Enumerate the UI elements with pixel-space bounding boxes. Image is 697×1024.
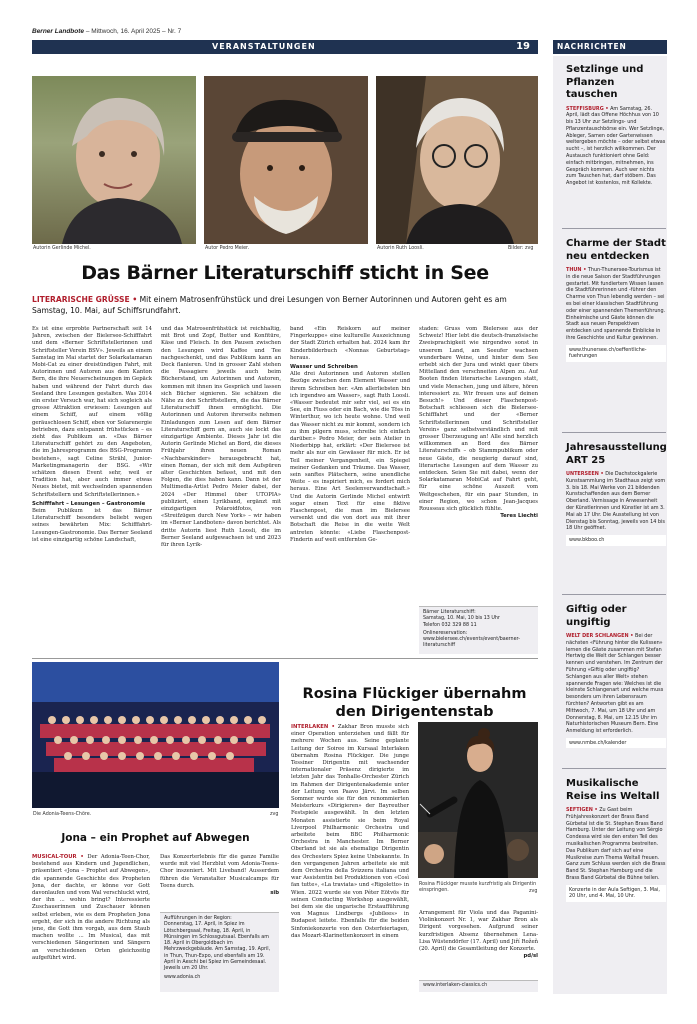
column-2-text: und das Matrosenfrühstück ist reichhaltig, mit Brot und Zopf, Butter und Konfitüre, Käse und Fleisch. In den Pausen zwischen den Lesungen wird Kaffee und Tee nachgeschenkt, und das Publikum kann an Deck flanieren. Und in grosser Zahl stehen die Passagiere jeweils auch beim Bücherstand, um Autorinnen und Autoren, kommen mit ihnen ins Gespräch und lassen sich Bücher signieren. Sie schätzen die Nähe zu den Schriftstellern, die das Bärner Literaturschiff ihnen ermöglicht. Die Autorinnen und Autoren ihrerseits nehmen Einladungen zum Lesen auf dem Bärner Literaturschiff gern an, auch sie lockt das einzigartige Ambiente. Dieses Jahr ist die Autorin Gerlinde Michel an Bord, die dieses Frühjahr ihren neuen Roman «Nachbarskinder» herausgebracht hat, einen Roman, der sich mit dem Aufspüren alter Geschichten befasst, und mit den Folgen, die dies haben kann. Dann ist der Multimedia-Artist Pedro Meier dabei, der 2024 «Der Himmel über UTOPIA» publiziert, einen Lyrikband, ergänzt mit einzigartigen Polaroidfotos, von «Streifzügen durch New York» – wir haben im «Berner Landboten» davon berichtet. Als dritte Autorin liest Ruth Loosli, die im Berner Seeland aufgewachsen ist und 2023 für ihren Lyrik- xyxy=(161,326,281,549)
rosina-caption: Rosina Flückiger musste kurzfristig als Dirigentin einspringen. xyxy=(419,882,537,893)
issue-date: – Mittwoch, 16. April 2025 – Nr. 7 xyxy=(84,28,182,35)
news-text-4: Bei der nächsten «Führung hinter die Kulissen» lernen die Gäste zusammen mit Stefan Hertwig die Welt der Schlangen besser kennen und verstehen. Im Zentrum der Führung «Giftig oder ungiftig? Schlangen aus aller Welt» stehen spannende Fragen wie: Welches ist die kleinste Schlangenart und welche muss besonders um ihren Lebensraum fürchten? Antworten gibt es am Mittwoch, 7. Mai, um 18 Uhr und am Donnerstag, 8. Mai, um 12.15 Uhr im Naturhistorischen Museum Bern. Eine Anmeldung ist erforderlich. xyxy=(566,633,664,735)
lead-text: Mit einem Matrosenfrühstück und drei Lesungen von Berner Autorinnen und Autoren geht es am Samstag, 10. Mai, auf Schiffsrundfahrt. xyxy=(32,295,507,315)
jona-kicker: MUSICAL-TOUR • xyxy=(32,854,84,860)
section-bar xyxy=(32,40,538,54)
rosina-credit: zvg xyxy=(529,889,538,894)
choir-caption: Die Adonia-Teens-Chöre. xyxy=(33,812,92,817)
main-headline: Das Bärner Literaturschiff sticht in See xyxy=(81,262,489,284)
news-item-setzlinge xyxy=(566,64,666,187)
info-phone: Telefon 032 329 88 11 xyxy=(423,622,477,628)
news-body-5 xyxy=(566,807,666,882)
news-body-2 xyxy=(566,267,666,342)
article-column-2 xyxy=(161,326,281,549)
sidebar-divider xyxy=(562,768,666,769)
jona-headline: Jona – ein Prophet auf Abwegen xyxy=(61,832,250,844)
photo-caption-2: Autor Pedro Meier. xyxy=(205,246,250,251)
jona-text-1: Der Adonia-Teen-Chor, bestehend aus Kindern und Jugendlichen, präsentiert «Jona – Prophet auf Abwegen», die spannende Geschichte des Propheten Jona, der dachte, er könne vor Gott davonlaufen und vom Wal verschluckt wird, der ihn ... wohin bringt? Interessierte Zuschauerinnen und Zuschauer können selbst erleben, wie es dem Propheten Jona ergeht, der sich in die andere Richtung als jene, die Gott ihm vorgab, aus dem Staub machen wollte ... Im Musical, das mit verschiedenen Sängerinnen und Sängern an verschiedenen Orten gleichzeitig aufgeführt wird. xyxy=(32,854,150,961)
choir-credit: zvg xyxy=(270,812,279,817)
column-3-text-b: Alle drei Autorinnen und Autoren stellen Bezüge zwischen dem Element Wasser und ihrem Schreiben her. «Am allerliebsten bin ich irgendwo am Wasser», sagt Ruth Loosli. «Wasser bedeutet mir sehr viel, sei es ein See, ein Fluss oder ein Bach, wie die Töss in Winterthur, wo ich heute wohne. Und weil das Wasser nicht zu mir kommt, sondern ich zu ihm pilgern muss, schreibe ich einfach darüber.» Pedro Meier, der sein Atelier in Niederbipp hat, erklärt: «Der Bielersee ist mehr als nur ein Gewässer für mich. Er ist Teil meiner Vergangenheit, ein Spiegel meiner Gedanken und Träume. Das Wasser, sein sanftes Plätschern, seine unendliche Weite – es inspiriert mich, es fordert mich heraus. Eine Art Seelenverwandtschaft.» Und die Autorin Gerlinde Michel entwirft sogar einen Text für eine fiktive Flaschenpost, die man im Bielersee versenkt und die von dort aus mit ihrer Botschaft die Reise in die weite Welt antreten könnte: «Liebe Flaschenpost-Finderin auf weit entfernten Ge- xyxy=(290,371,410,543)
jona-info-title: Aufführungen in der Region: xyxy=(164,916,232,921)
rosina-byline: pd/sl xyxy=(523,953,538,960)
lead-kicker: LITERARISCHE GRÜSSE • xyxy=(32,295,138,304)
info-date: Samstag, 10. Mai, 10 bis 13 Uhr xyxy=(423,616,500,622)
column-1-text-b: Beim Publikum ist das Bärner Literaturschiff besonders beliebt wegen seines bewährten Mix: Schifffahrt-Lesungen-Gastronomie. Das Berner Seeland ist eine einzigartig schöne Landschaft, xyxy=(32,508,152,543)
news-text-5: Zu Gast beim Frühjahreskonzert der Brass Band Gürbetal ist die St. Stephan Brass Band Hamburg. Unter der Leitung von Sérgio Condessa wird sie den ersten Teil des musikalischen Programms bestreiten. Das Publikum darf sich auf eine Musikreise zum Thema Weltall freuen. Ganz zum Schluss werden sich die Brass Band St. Stephan Hamburg und die Brass Band Gürbetal die Bühne teilen. xyxy=(566,807,666,881)
news-link-3[interactable]: www.bkboo.ch xyxy=(566,535,666,546)
info-title: Bärner Literaturschiff: xyxy=(423,610,476,615)
subheading-1: Schifffahrt – Lesungen – Gastronomie xyxy=(32,500,146,507)
rosina-headline xyxy=(291,685,538,721)
rosina-column-1 xyxy=(291,724,409,940)
article-column-1 xyxy=(32,326,152,544)
photo-ruth-loosli xyxy=(376,76,538,244)
photo-caption-3: Autorin Ruth Loosli. xyxy=(377,246,424,251)
article-column-4 xyxy=(419,326,538,520)
news-item-schlangen xyxy=(566,604,666,748)
news-item-weltall xyxy=(566,778,666,902)
section-name: VERANSTALTUNGEN xyxy=(212,42,316,51)
rosina-headline-line2: den Dirigentenstab xyxy=(335,704,494,720)
news-body-3 xyxy=(566,471,666,532)
adonia-link[interactable]: www.adonia.ch xyxy=(164,974,201,980)
portrait-man xyxy=(204,76,368,244)
news-link-4[interactable]: www.nmbe.ch/kalender xyxy=(566,738,666,749)
info-box-jona xyxy=(160,912,279,992)
news-text-2: Thun-Thunersee-Tourismus ist in die neue Saison der Stadtführungen gestartet. Mit fundiertem Wissen lassen die Stadtführerinnen und -führer den Charme von Thun lebendig werden – sei es bei einer klassischen Stadtführung oder einer spannenden Themenführung. Einheimische und Gäste können die Stadt aus neuen Perspektiven entdecken und spannende Einblicke in ihre Geschichte und Kultur gewinnen. xyxy=(566,267,666,341)
reservation-link[interactable]: Onlinereservation: www.bielersee.ch/events/event/baerner-literaturschiff xyxy=(423,630,520,649)
jona-byline: sib xyxy=(270,890,279,897)
news-kicker-4: WELT DER SCHLANGEN • xyxy=(566,633,634,639)
info-box-literaturschiff xyxy=(419,606,538,654)
rosina-headline-line1: Rosina Flückiger übernahm xyxy=(302,686,527,702)
photo-pedro-meier xyxy=(204,76,368,244)
photo-gerlinde-michel xyxy=(32,76,196,244)
lead-paragraph xyxy=(32,294,537,316)
sidebar-header: NACHRICHTEN xyxy=(553,40,667,54)
rosina-kicker: INTERLAKEN • xyxy=(291,724,335,730)
news-kicker-2: THUN • xyxy=(566,267,587,273)
news-kicker-5: SEFTIGEN • xyxy=(566,807,598,813)
article-column-3 xyxy=(290,326,410,544)
subheading-2: Wasser und Schreiben xyxy=(290,364,358,371)
news-link-5: Konzerte in der Aula Seftigen, 3. Mai, 20 Uhr, und 4. Mai, 10 Uhr. xyxy=(566,885,666,902)
jona-column-2 xyxy=(160,854,279,897)
jona-info-text: Donnerstag, 17. April, in Spiez im Lötschbergsaal, Freitag, 18. April, in Münsingen im Schlossgutsaal. Ebenfalls am 18. April in Obergoldbach im Mehrzweckgebäude. Am Samstag, 19. April, in Thun, Thun-Expo, und ebenfalls am 19. April in Aeschi bei Spiez im Gemeindesaal. Jeweils um 20 Uhr. xyxy=(164,922,271,972)
conductor-image xyxy=(418,722,538,878)
news-body-4 xyxy=(566,633,666,735)
rosina-text-2: Arrangement für Viola und das Paganini-Violinkonzert Nr. 1, war Zakhar Bron als Dirigent vorgesehen. Aufgrund seiner kurzfristigen Absenz übernehmen Lena-Lisa Wüstendörfer (17. April) und Jiří Rožeň (20. April) die Gesamtleitung der Konzerte. xyxy=(419,910,538,953)
choir-image xyxy=(32,662,279,808)
news-text-3: Die Dachstockgalerie Kunstsammlung im Stadthaus zeigt vom 3. bis 18. Mai Werke von 21 bildenden Kunstschaffenden aus dem Berner Oberland. Vernissage in Anwesenheit der Künstlerinnen und Künstler ist am 3. Mai ab 17 Uhr. Die Ausstellung ist von Dienstag bis Sonntag, jeweils von 14 bis 18 Uhr geöffnet. xyxy=(566,471,666,532)
news-title-4: Giftig oder ungiftig xyxy=(566,604,627,628)
photo-caption-1: Autorin Gerlinde Michel. xyxy=(33,246,91,251)
info-box-rosina xyxy=(419,980,538,992)
column-1-text: Es ist eine erprobte Partnerschaft seit 14 Jahren, zwischen der Bielersee-Schifffahrt und dem «Berner Schriftstellerinnen und Schriftsteller Verein BSV». Jeweils an einem Samstag im Mai startet der Solarkatamaran Mobi-Cat zu einer dreistündigen Fahrt, mit Autorinnen und Autoren aus dem Kanton Bern, die ihre Neuerscheinungen im Gepäck haben und während der Fahrt durch das Seeland ihre Lesungen gestalten. Was 2014 ein erster Versuch war, hat sich sogleich als grosse Attraktion erwiesen: Lesungen auf einem Schiff, auf einem völlig geräuschlosen Schiff, eben vor Solarenergie betrieben, dazu entspannt frühstücken – es zieht das Publikum an. «Das Bärner Literaturschiff gehört zu den Angeboten, die im Jahresprogramm des BSG-Programm bestehen», sagt Celine Strähl, Junior-Marketingmanagerin der BSG. «Wir schätzen diesen Event sehr, weil er Tradition hat, aber auch immer etwas Neues bietet, mit wechselnden spannenden Schriftstellern und Schriftstellerinnen.» xyxy=(32,326,152,498)
news-kicker-3: UNTERSEEN • xyxy=(566,471,604,477)
news-title-3: Jahresausstellung ART 25 xyxy=(566,442,667,466)
sidebar-divider xyxy=(562,432,666,433)
news-text-1: Am Samstag, 26. April, lädt das Offene Höchhus von 10 bis 13 Uhr zur Setzlings- und Pflanzentauschbörse ein. Wer Setzlinge, Ableger, Samen oder Gartenwissen weitergeben möchte – oder selbst etwas sucht –, ist herzlich willkommen. Der Austausch funktioniert ohne Geld: einfach mitbringen, mitnehmen, ins Gespräch kommen. Auch wer nichts zum Tauschen hat, darf stöbern. Das Angebot ist kostenlos, mit Kollekte. xyxy=(566,105,666,187)
interlaken-classics-link[interactable]: www.interlaken-classics.ch xyxy=(423,983,488,988)
portrait-woman-2 xyxy=(376,76,538,244)
news-body-1 xyxy=(566,106,666,188)
portrait-woman-1 xyxy=(32,76,196,244)
photo-rosina-flueckiger xyxy=(418,722,538,878)
masthead xyxy=(32,28,181,35)
news-title-2: Charme der Stadt neu entdecken xyxy=(566,238,666,262)
news-link-2[interactable]: www.thunersee.ch/oeffentliche-fuehrungen xyxy=(566,345,666,362)
news-item-art25 xyxy=(566,442,666,546)
sidebar-divider xyxy=(562,594,666,595)
rosina-column-2 xyxy=(419,910,538,960)
photo-adonia-choir xyxy=(32,662,279,808)
column-4-text: staden: Gruss vom Bielersee aus der Schweiz! Hier lebt die deutsch-französische Zweisprachigkeit wie nirgendwo sonst in unserem Land, am Seeufer wachsen wunderbare Weine, und hinter dem See erhebt sich der Jura und winkt quer übers Mittelland den verschneiten Alpen zu. Auf Booten finden literarische Lesungen statt, und viele Menschen, jung und ältere, hören interessiert zu. Wir freuen uns auf deinen Besuch!» Und dieser Flaschenpost-Botschaft schliessen sich die Bielersee-Schifffahrt und der «Berner Schriftstellerinnen und Schriftsteller Verein» ganz selbstverständlich und mit grosser Überzeugung an! Alle sind herzlich willkommen an Bord des Bärner Literaturschiffs – ob Stammpublikum oder neue Gäste, die neugierig darauf sind, literarische Lesungen auf dem Wasser zu entdecken. Seien Sie mit dabei, wenn der Solarkatamaran MobiCat auf Fahrt geht, für eine schöne Auszeit vom Weltgeschehen, für ein paar Stunden, in einer Region, wo schon Jean-Jacques Rousseau sich glücklich fühlte. xyxy=(419,326,538,513)
news-title-1: Setzlinge und Pflanzen tauschen xyxy=(566,64,644,100)
jona-text-2: Das Konzerterlebnis für die ganze Familie wurde mit viel Herzblut vom Adonia-Teens-Chor inszeniert. Mit Liveband! Ausserdem führen die Veranstalter Musicalcamps für Teens durch. xyxy=(160,854,279,889)
rosina-text-1: Zakhar Bron musste sich einer Operation unterziehen und fällt für mehrere Wochen aus. Seine geplante Leitung der Soiree im Kursaal Interlaken übernahm Rosina Flückiger. Die junge Tessiner Dirigentin mit wachsender internationaler Präsenz dirigierte im letzten Jahr das Tonhalle-Orchester Zürich im Rahmen der Dirigentenakademie unter der Leitung von Paavo Järvi. Im selben Sommer wurde sie für den renommierten Meisterkurs «Dirigieren» der Bayreuther Festspiele ausgewählt. In den letzten Monaten assistierte sie beim Royal Liverpool Philharmonic Orchestra und arbeitete beim BBC Philharmonic Orchestra in Manchester. Im Berner Oberland ist sie als ehemalige Dirigentin des Orchesters Spiez keine Unbekannte. In den vergangenen Jahren arbeitete sie mit dem Orchestra della Svizzera italiana und war Assistentin bei Produktionen von «Così fan tutte», «La traviata» und «Rigoletto» in Wien. 2022 wurde sie von Péter Eötvös für seinen Conducting Workshop ausgewählt, bei dem sie die ungarische Erstaufführung von Magnus Lindbergs «Jubilees» in Budapest leitete. Ebenfalls für die beiden Sinfoniekonzerte von den Osterfeiertagen, das Mozart-Klarinettenkonzert in einem xyxy=(291,724,409,939)
paper-name: Berner Landbote xyxy=(32,28,85,35)
page-number: 19 xyxy=(516,41,530,52)
author-byline: Teres Liechti xyxy=(500,513,538,520)
news-title-5: Musikalische Reise ins Weltall xyxy=(566,778,660,802)
sidebar-divider xyxy=(562,228,666,229)
news-item-thun xyxy=(566,238,666,362)
photo-credit: Bilder: zvg xyxy=(508,246,534,251)
jona-column-1 xyxy=(32,854,150,962)
column-3-text: band «Ein Reiskorn auf meiner Fingerkuppe» eine kulturelle Auszeichnung der Stadt Zürich erhalten hat. 2024 kam ihr Kinderbilderbuch «Nonnas Geburtstag» heraus. xyxy=(290,326,410,361)
news-kicker-1: STEFFISBURG • xyxy=(566,105,609,112)
